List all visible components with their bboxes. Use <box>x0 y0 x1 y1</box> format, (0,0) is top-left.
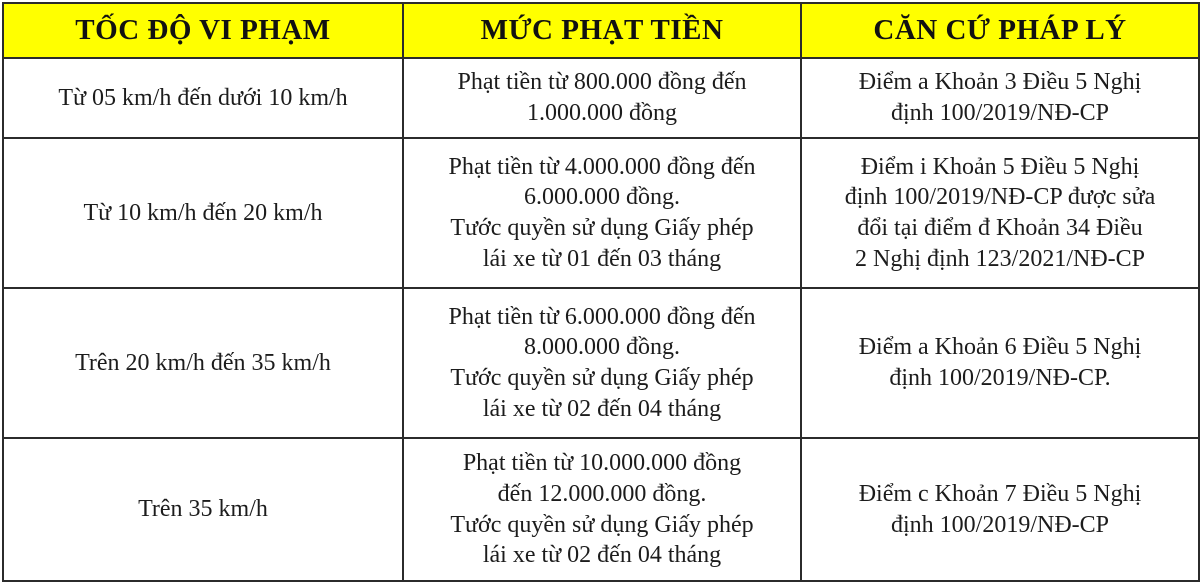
column-header-speed: TỐC ĐỘ VI PHẠM <box>3 3 403 58</box>
cell-text-line: Phạt tiền từ 800.000 đồng đến <box>457 69 747 96</box>
cell-text-line: lái xe từ 02 đến 04 tháng <box>482 395 722 422</box>
cell-text-line: 2 Nghị định 123/2021/NĐ-CP <box>854 245 1145 272</box>
cell-legal-basis <box>801 138 1199 288</box>
cell-text-line: 8.000.000 đồng. <box>524 334 680 361</box>
cell-text-line: Điểm c Khoản 7 Điều 5 Nghị <box>858 480 1142 507</box>
table-row <box>3 58 1199 138</box>
cell-speed: Từ 05 km/h đến dưới 10 km/h <box>3 58 403 138</box>
cell-fine <box>403 288 801 438</box>
cell-text-line: định 100/2019/NĐ-CP. <box>889 365 1111 391</box>
column-header-fine: MỨC PHẠT TIỀN <box>403 3 801 58</box>
cell-text-line: Tước quyền sử dụng Giấy phép <box>450 365 754 391</box>
table-row <box>3 438 1199 581</box>
cell-text-line: đến 12.000.000 đồng. <box>497 480 707 507</box>
table-row <box>3 138 1199 288</box>
cell-text-line: đổi tại điểm đ Khoản 34 Điều <box>857 215 1143 241</box>
cell-text-line: Phạt tiền từ 4.000.000 đồng đến <box>448 153 756 180</box>
column-header-legal-basis: CĂN CỨ PHÁP LÝ <box>801 3 1199 58</box>
cell-text-line: Tước quyền sử dụng Giấy phép <box>450 511 754 538</box>
speeding-penalty-table <box>2 2 1200 582</box>
penalty-table-container <box>0 2 1200 581</box>
cell-fine <box>403 138 801 288</box>
cell-fine <box>403 438 801 581</box>
cell-text-line: Điểm a Khoản 6 Điều 5 Nghị <box>858 334 1142 361</box>
table-row <box>3 288 1199 438</box>
cell-speed: Từ 10 km/h đến 20 km/h <box>3 138 403 288</box>
cell-fine <box>403 58 801 138</box>
cell-text-line: định 100/2019/NĐ-CP <box>890 100 1109 126</box>
cell-text-line: định 100/2019/NĐ-CP <box>890 511 1109 538</box>
cell-text-line: Phạt tiền từ 6.000.000 đồng đến <box>448 303 756 330</box>
cell-speed: Trên 35 km/h <box>3 438 403 581</box>
cell-legal-basis <box>801 58 1199 138</box>
table-header <box>3 3 1199 58</box>
cell-legal-basis <box>801 288 1199 438</box>
cell-text-line: Điểm i Khoản 5 Điều 5 Nghị <box>860 153 1140 180</box>
cell-text-line: Phạt tiền từ 10.000.000 đồng <box>462 450 742 477</box>
cell-text-line: Điểm a Khoản 3 Điều 5 Nghị <box>858 69 1142 96</box>
cell-text-line: Tước quyền sử dụng Giấy phép <box>450 215 754 241</box>
table-body <box>3 58 1199 581</box>
cell-text-line: lái xe từ 01 đến 03 tháng <box>482 245 722 272</box>
cell-text-line: 6.000.000 đồng. <box>524 184 680 211</box>
cell-text-line: lái xe từ 02 đến 04 tháng <box>482 542 722 569</box>
cell-speed: Trên 20 km/h đến 35 km/h <box>3 288 403 438</box>
cell-text-line: định 100/2019/NĐ-CP được sửa <box>844 184 1156 211</box>
header-row <box>3 3 1199 58</box>
cell-legal-basis <box>801 438 1199 581</box>
cell-text-line: 1.000.000 đồng <box>527 100 677 126</box>
